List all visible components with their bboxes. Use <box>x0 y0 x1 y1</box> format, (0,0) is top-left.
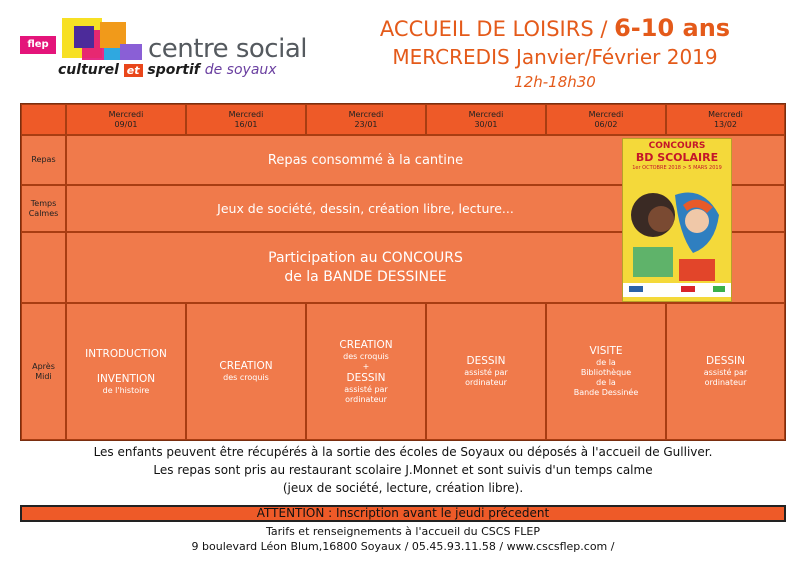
page-title <box>345 14 765 42</box>
activity-line: INTRODUCTION <box>85 347 167 360</box>
day-label: Mercredi <box>108 109 144 119</box>
day-header <box>546 104 666 135</box>
day-date: 06/02 <box>594 119 618 129</box>
activity-line: de l'histoire <box>102 385 150 395</box>
logo-square-violet <box>120 44 142 60</box>
activity-line: ordinateur <box>345 394 387 404</box>
day-header <box>306 104 426 135</box>
day-label: Mercredi <box>228 109 264 119</box>
activity-line: des croquis <box>343 351 389 361</box>
note-line-2: Les repas sont pris au restaurant scolaire J.Monnet et sont suivis d'un temps calme <box>153 463 653 477</box>
logo-title: centre social <box>148 34 307 64</box>
note-line-1: Les enfants peuvent être récupérés à la sortie des écoles de Soyaux ou déposés à l'accueil de Gulliver. <box>93 445 713 459</box>
activity-line: assisté par <box>464 368 508 377</box>
logo-square-purple <box>74 26 94 48</box>
activity-line: + <box>362 361 370 371</box>
activity-line: CREATION <box>339 338 393 351</box>
logo-sub-culturel: culturel <box>58 62 119 78</box>
activity-line: DESSIN <box>346 371 386 384</box>
logo-square-blue <box>104 48 120 60</box>
note-line-3: (jeux de société, lecture, création libre). <box>282 481 524 495</box>
activity-line: ordinateur <box>704 378 747 387</box>
table-corner <box>21 104 66 135</box>
poster-illustration <box>623 175 731 297</box>
day-header <box>666 104 785 135</box>
row-label-temps-calmes <box>21 185 66 232</box>
bd-contest-poster <box>622 138 732 302</box>
day-date: 16/01 <box>234 119 258 129</box>
activity-line: ordinateur <box>465 378 507 387</box>
row-label-concours <box>21 232 66 303</box>
activity-line: CREATION <box>219 360 273 372</box>
day-date: 23/01 <box>354 119 378 129</box>
activity-cell <box>186 303 306 440</box>
day-header <box>426 104 546 135</box>
activity-line: de la <box>596 378 616 387</box>
day-date: 09/01 <box>114 119 138 129</box>
activity-line: des croquis <box>223 373 269 382</box>
activity-line: VISITE <box>589 345 623 357</box>
activity-cell <box>426 303 546 440</box>
activity-line: DESSIN <box>466 355 506 367</box>
poster-line-2: BD SCOLAIRE <box>635 151 719 164</box>
day-label: Mercredi <box>348 109 384 119</box>
footer-contact <box>20 524 786 554</box>
logo-sub-et: et <box>124 64 143 77</box>
activity-line: assisté par <box>703 368 748 377</box>
page-title-age: 6-10 ans <box>614 14 731 42</box>
day-label: Mercredi <box>588 109 624 119</box>
activity-cell <box>306 303 426 440</box>
page-subtitle: MERCREDIS Janvier/Février 2019 <box>392 45 718 69</box>
row-label-repas <box>21 135 66 185</box>
footer-line-1: Tarifs et renseignements à l'accueil du CSCS FLEP <box>265 525 540 538</box>
temps-calmes-text: Jeux de société, dessin, création libre, lecture... <box>217 201 514 216</box>
row-label-text: Repas <box>31 155 56 164</box>
concours-line-1: Participation au CONCOURS <box>268 249 463 266</box>
day-label: Mercredi <box>468 109 504 119</box>
day-label: Mercredi <box>708 109 743 119</box>
activity-cell <box>666 303 785 440</box>
activity-line: DESSIN <box>705 355 745 367</box>
activity-line: Bande Dessinée <box>573 388 639 397</box>
activity-line: INVENTION <box>96 372 156 385</box>
activity-cell <box>546 303 666 440</box>
logo-subtitle <box>58 62 277 78</box>
poster-line-1: CONCOURS <box>648 141 706 151</box>
footer-line-2: 9 boulevard Léon Blum,16800 Soyaux / 05.45.93.11.58 / www.cscsflep.com / <box>191 540 615 553</box>
activity-line: Bibliothèque <box>580 368 632 377</box>
repas-text: Repas consommé à la cantine <box>267 152 464 168</box>
row-label-apres-midi <box>21 303 66 440</box>
page-hours: 12h-18h30 <box>514 73 596 91</box>
day-header <box>186 104 306 135</box>
row-label-text: Après <box>32 361 55 371</box>
poster-line-3: 1er OCTOBRE 2018 > 5 MARS 2019 <box>632 165 722 171</box>
attention-banner: ATTENTION : Inscription avant le jeudi précedent <box>20 505 786 522</box>
info-notes <box>20 443 786 497</box>
page-title-main: ACCUEIL DE LOISIRS / <box>379 17 608 41</box>
row-label-text: Midi <box>35 371 52 381</box>
activity-line: de la <box>596 358 616 367</box>
day-date: 13/02 <box>713 119 738 129</box>
day-header <box>66 104 186 135</box>
day-date: 30/01 <box>474 119 498 129</box>
logo-flep-tag: flep <box>20 36 56 54</box>
activity-line: assisté par <box>344 384 388 394</box>
row-label-text: Calmes <box>28 208 59 218</box>
activity-cell <box>66 303 186 440</box>
row-label-text: Temps <box>30 198 57 208</box>
logo-sub-place: de soyaux <box>204 62 277 78</box>
concours-line-2: de la BANDE DESSINEE <box>284 268 447 285</box>
logo-sub-sportif: sportif <box>147 62 200 78</box>
